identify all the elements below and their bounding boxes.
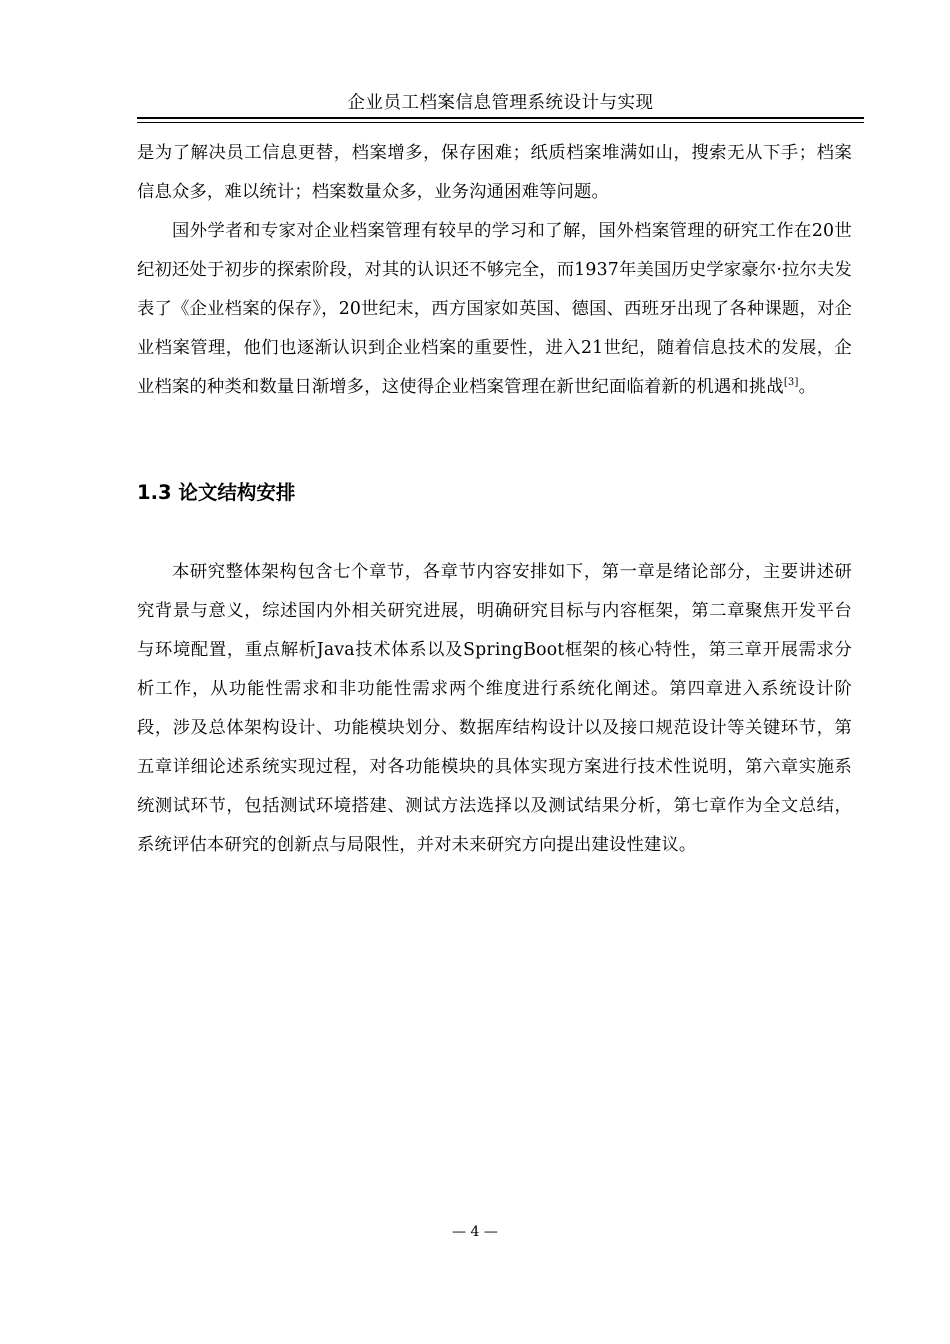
header-rule-thick bbox=[137, 117, 864, 119]
body-paragraph-1: 是为了解决员工信息更替，档案增多，保存困难；纸质档案堆满如山，搜索无从下手；档案信息众多，难以统计；档案数量众多，业务沟通困难等问题。 bbox=[137, 143, 852, 202]
section-heading-1-3: 1.3 论文结构安排 bbox=[137, 481, 296, 504]
page-number: — 4 — bbox=[452, 1224, 498, 1240]
body-paragraph-2 bbox=[137, 212, 852, 407]
paragraph-2-text: 国外学者和专家对企业档案管理有较早的学习和了解，国外档案管理的研究工作在20世纪初还处于初步的探索阶段，对其的认识还不够完全，而1937年美国历史学家豪尔·拉尔夫发表了《企业档案的保存》，20世纪末，西方国家如英国、德国、西班牙出现了各种课题，对企业档案管理，他们也逐渐认识到企业档案的重要性，进入21世纪，随着信息技术的发展，企业档案的种类和数量日渐增多，这使得企业档案管理在新世纪面临着新的机遇和挑战 bbox=[137, 221, 852, 397]
body-paragraph-3: 本研究整体架构包含七个章节，各章节内容安排如下，第一章是绪论部分，主要讲述研究背景与意义，综述国内外相关研究进展，明确研究目标与内容框架，第二章聚焦开发平台与环境配置，重点解析Java技术体系以及SpringBoot框架的核心特性，第三章开展需求分析工作，从功能性需求和非功能性需求两个维度进行系统化阐述。第四章进入系统设计阶段，涉及总体架构设计、功能模块划分、数据库结构设计以及接口规范设计等关键环节，第五章详细论述系统实现过程，对各功能模块的具体实现方案进行技术性说明，第六章实施系统测试环节，包括测试环境搭建、测试方法选择以及测试结果分析，第七章作为全文总结，系统评估本研究的创新点与局限性，并对未来研究方向提出建设性建议。 bbox=[137, 562, 852, 855]
citation-ref: [3] bbox=[783, 377, 799, 388]
paragraph-2-end: 。 bbox=[798, 377, 817, 397]
header-rule-thin bbox=[137, 122, 864, 123]
running-header: 企业员工档案信息管理系统设计与实现 bbox=[347, 93, 654, 113]
